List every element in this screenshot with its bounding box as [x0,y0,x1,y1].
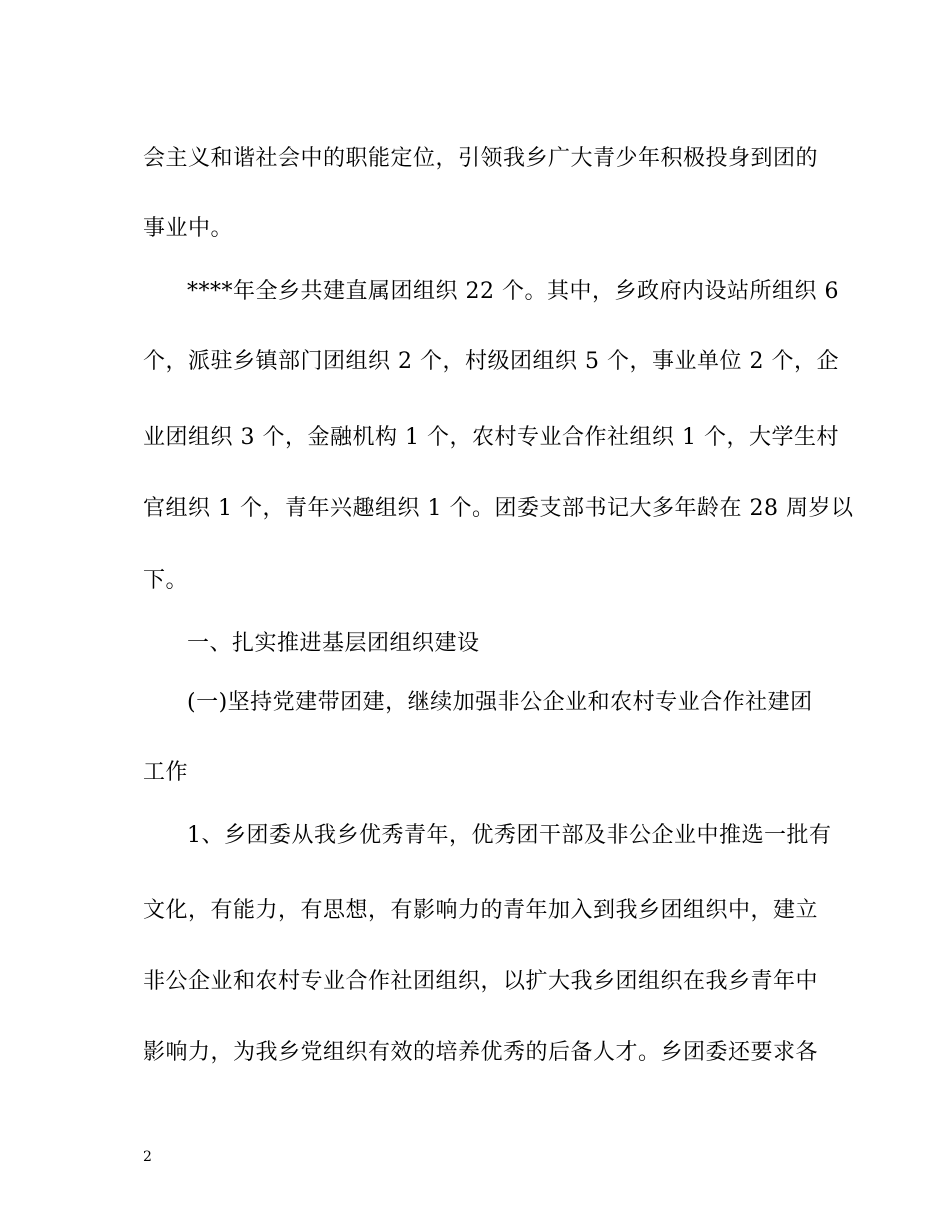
text-line: 业团组织 3 个，金融机构 1 个，农村专业合作社组织 1 个，大学生村 [143,425,839,450]
text-line: 下。 [143,568,189,593]
subsection-heading: (一)坚持党建带团建，继续加强非公企业和农村专业合作社建团 [187,690,813,715]
text-line: 文化，有能力，有思想，有影响力的青年加入到我乡团组织中，建立 [143,898,819,923]
text-line: 事业中。 [143,216,234,241]
page-number: 2 [143,1149,152,1165]
text-line: 会主义和谐社会中的职能定位，引领我乡广大青少年积极投身到团的 [143,146,819,171]
text-line: 个，派驻乡镇部门团组织 2 个，村级团组织 5 个，事业单位 2 个，企 [143,349,839,374]
subsection-heading-continued: 工作 [143,760,189,785]
text-line: 影响力，为我乡党组织有效的培养优秀的后备人才。乡团委还要求各 [143,1040,819,1065]
section-heading: 一、扎实推进基层团组织建设 [187,631,480,656]
text-line: ****年全乡共建直属团组织 22 个。其中，乡政府内设站所组织 6 [187,279,839,304]
text-line: 官组织 1 个，青年兴趣组织 1 个。团委支部书记大多年龄在 28 周岁以 [143,496,854,521]
text-line: 非公企业和农村专业合作社团组织，以扩大我乡团组织在我乡青年中 [143,969,819,994]
text-line: 1、乡团委从我乡优秀青年，优秀团干部及非公企业中推选一批有 [187,823,832,848]
